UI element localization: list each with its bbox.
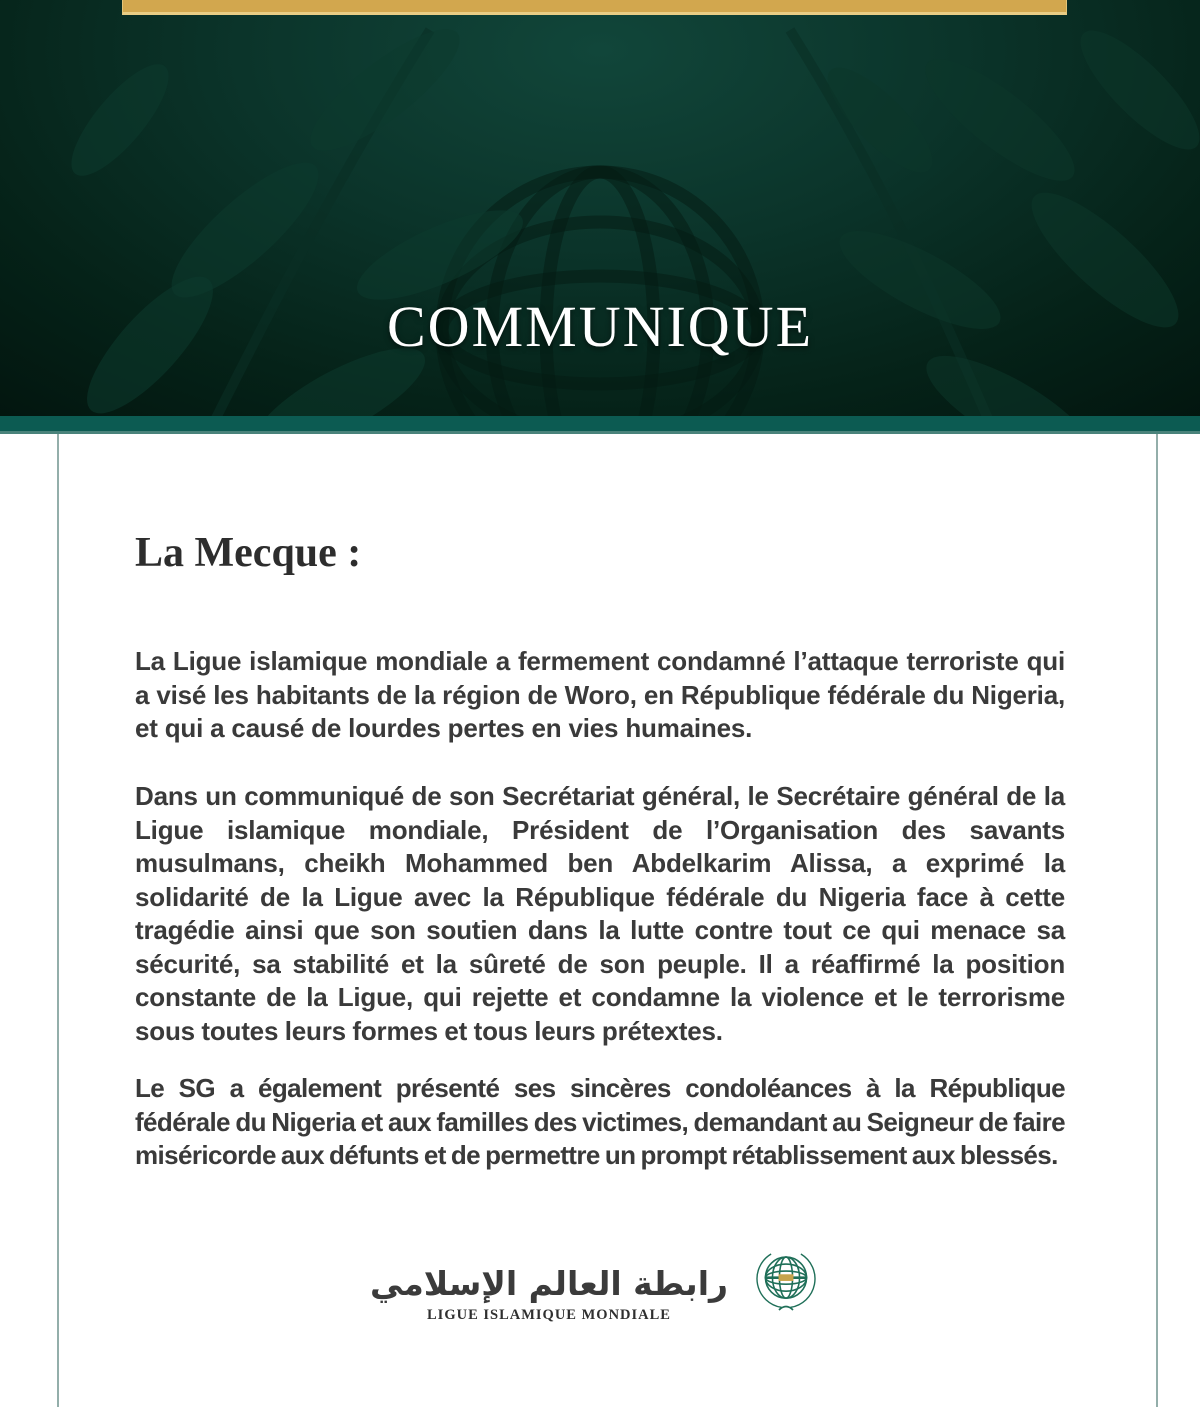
dateline-heading: La Mecque : bbox=[135, 530, 362, 576]
paragraph-1: La Ligue islamique mondiale a fermement condamné l’attaque terroriste qui a visé les habitants de la région de Woro, en République fédérale du Nigeria, et qui a causé de lourdes pertes en vies humaines. bbox=[135, 646, 1065, 743]
header-banner bbox=[0, 0, 1200, 416]
organization-name: LIGUE ISLAMIQUE MONDIALE bbox=[427, 1307, 671, 1323]
page-title: COMMUNIQUE bbox=[387, 294, 813, 359]
gold-accent-bar bbox=[122, 0, 1067, 15]
teal-divider-strip bbox=[0, 416, 1200, 434]
paragraph-2: Dans un communiqué de son Secrétariat général, le Secrétaire général de la Ligue islamique mondiale, Président de l’Organisation des savants musulmans, cheikh Mohammed ben Abdelkarim Alissa, a exprimé la solidarité de la Ligue avec la République fédérale du Nigeria face à cette tragédie ainsi que son soutien dans la lutte contre tout ce qui menace sa sécurité, sa stabilité et la sûreté de son peuple. Il a réaffirmé la position constante de la Ligue, qui rejette et condamne la violence et le terrorisme sous toutes leurs formes et tous leurs prétextes. bbox=[135, 781, 1065, 1046]
communique-body bbox=[0, 434, 1200, 1407]
organization-logo bbox=[0, 1240, 1200, 1324]
arabic-calligraphy-logo: رابطة العالم الإسلامي bbox=[369, 1263, 729, 1303]
logo-text-block bbox=[370, 1263, 728, 1324]
laurel-wreath-globe-icon bbox=[742, 1240, 830, 1324]
kaaba-gold-band bbox=[779, 1274, 794, 1281]
paragraph-3: Le SG a également présenté ses sincères condoléances à la République fédérale du Nigeria et aux familles des victimes, demandant au Seigneur de faire miséricorde aux défunts et de permettre un prompt rétablissement aux blessés. bbox=[135, 1073, 1065, 1170]
